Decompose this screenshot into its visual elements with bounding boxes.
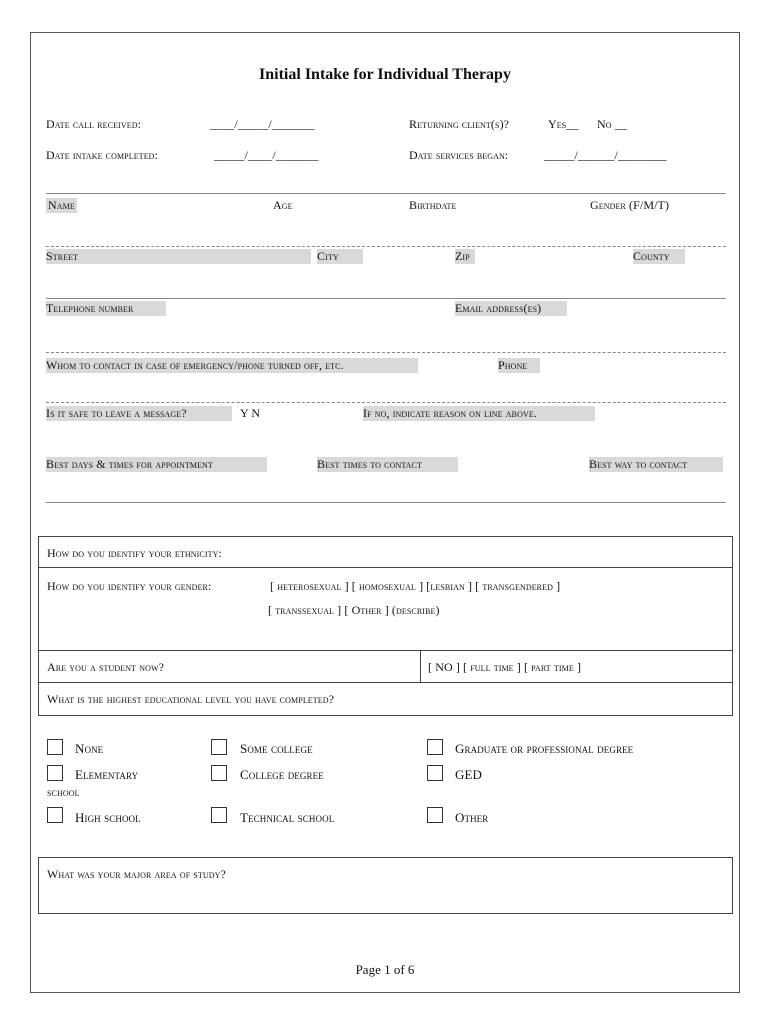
best-way-contact-label: Best way to contact — [589, 457, 723, 472]
city-label: City — [317, 249, 363, 264]
name-line[interactable] — [46, 193, 726, 194]
ged-label: GED — [455, 767, 483, 782]
telephone-line[interactable] — [46, 298, 726, 299]
best-days-label: Best days & times for appointment — [46, 457, 267, 472]
gender-identity-question: How do you identify your gender: — [47, 579, 212, 593]
date-call-received-label: Date call received: — [46, 117, 142, 131]
high-school-label: High school — [75, 810, 141, 825]
gender-label: Gender (F/M/T) — [590, 198, 670, 212]
date-services-began-label: Date services began: — [409, 148, 509, 162]
elementary-label: Elementary — [75, 767, 139, 782]
page-number: Page 1 of 6 — [355, 962, 415, 977]
ged-checkbox[interactable] — [427, 765, 443, 781]
some-college-label: Some college — [240, 741, 313, 756]
elementary-checkbox[interactable] — [47, 765, 63, 781]
technical-school-checkbox[interactable] — [211, 807, 227, 823]
date-services-began-field[interactable]: _____/______/________ — [544, 148, 667, 162]
gender-options-line-1[interactable]: [ heterosexual ] [ homosexual ] [lesbian ] [ transgendered ] — [270, 579, 561, 593]
student-options[interactable]: [ NO ] [ full time ] [ part time ] — [428, 660, 582, 674]
safe-message-line[interactable] — [46, 402, 726, 403]
telephone-label: Telephone number — [46, 301, 166, 316]
zip-label: Zip — [455, 249, 475, 264]
birthdate-label: Birthdate — [409, 198, 457, 212]
education-question: What is the highest educational level you have completed? — [47, 692, 335, 706]
phone-label: Phone — [498, 358, 540, 373]
safe-message-yn[interactable]: Y N — [240, 406, 261, 420]
none-checkbox[interactable] — [47, 739, 63, 755]
returning-client-label: Returning client(s)? — [409, 117, 510, 131]
date-intake-completed-field[interactable]: _____/____/_______ — [214, 148, 319, 162]
gender-divider — [38, 650, 733, 651]
student-question: Are you a student now? — [47, 660, 165, 674]
elementary-label-cont: school — [47, 785, 80, 799]
county-label: County — [633, 249, 685, 264]
ethnicity-divider — [38, 567, 733, 568]
none-label: None — [75, 741, 104, 756]
ethnicity-question[interactable]: How do you identify your ethnicity: — [47, 546, 222, 560]
best-days-line[interactable] — [46, 502, 726, 503]
college-degree-checkbox[interactable] — [211, 765, 227, 781]
major-area-box[interactable] — [38, 857, 733, 914]
street-label: Street — [46, 249, 311, 264]
other-label: Other — [455, 810, 489, 825]
form-page — [30, 32, 740, 993]
form-title: Initial Intake for Individual Therapy — [259, 66, 511, 83]
college-degree-label: College degree — [240, 767, 324, 782]
emergency-line[interactable] — [46, 352, 726, 353]
other-checkbox[interactable] — [427, 807, 443, 823]
high-school-checkbox[interactable] — [47, 807, 63, 823]
student-divider — [38, 682, 733, 683]
graduate-label: Graduate or professional degree — [455, 741, 634, 756]
email-label: Email address(es) — [455, 301, 567, 316]
returning-client-yes[interactable]: Yes__ — [548, 117, 579, 131]
identity-box — [38, 536, 733, 716]
best-times-contact-label: Best times to contact — [317, 457, 458, 472]
date-intake-completed-label: Date intake completed: — [46, 148, 158, 162]
address-line[interactable] — [46, 246, 726, 247]
graduate-checkbox[interactable] — [427, 739, 443, 755]
date-call-received-field[interactable]: ____/_____/_______ — [210, 117, 315, 131]
technical-school-label: Technical school — [240, 810, 335, 825]
if-no-label: If no, indicate reason on line above. — [363, 406, 595, 421]
emergency-contact-label: Whom to contact in case of emergency/phone turned off, etc. — [46, 358, 418, 373]
major-area-question: What was your major area of study? — [47, 867, 226, 881]
safe-message-label: Is it safe to leave a message? — [46, 406, 232, 421]
age-label: Age — [273, 198, 293, 212]
student-vertical-divider — [420, 650, 421, 682]
gender-options-line-2[interactable]: [ transsexual ] [ Other ] (describe) — [268, 603, 440, 617]
name-label: Name — [48, 198, 75, 212]
some-college-checkbox[interactable] — [211, 739, 227, 755]
returning-client-no[interactable]: No __ — [597, 117, 627, 131]
